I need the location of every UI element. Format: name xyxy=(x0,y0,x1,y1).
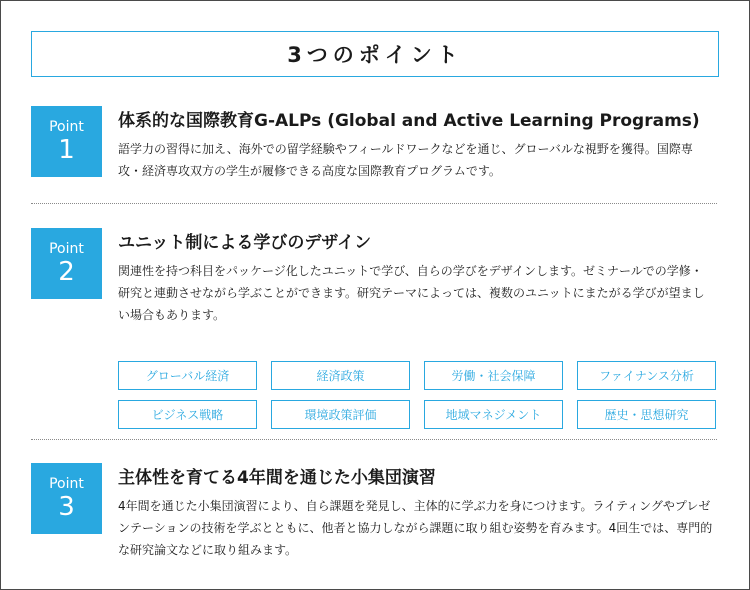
unit-tag: 歴史・思想研究 xyxy=(577,400,716,429)
point-3-heading: 主体性を育てる4年間を通じた小集団演習 xyxy=(118,468,436,488)
unit-tag: 環境政策評価 xyxy=(271,400,410,429)
point-3-body: 4年間を通じた小集団演習により、自ら課題を発見し、主体的に学ぶ力を身につけます。ライティングやプレゼンテーションの技術を学ぶとともに、他者と協力しながら課題に取り組む姿勢を育みます。4回生では、専門的な研究論文などに取り組みます。 xyxy=(118,499,713,557)
point-3-badge-number: 3 xyxy=(58,491,75,522)
point-2-body: 関連性を持つ科目をパッケージ化したユニットで学び、自らの学びをデザインします。ゼミナールでの学修・研究と連動させながら学ぶことができます。研究テーマによっては、複数のユニットにまたがる学びが望ましい場合もあります。 xyxy=(118,264,705,322)
point-1-body: 語学力の習得に加え、海外での留学経験やフィールドワークなどを通じ、グローバルな視野を獲得。国際専攻・経済専攻双方の学生が履修できる高度な国際教育プログラムです。 xyxy=(118,142,693,178)
point-2-badge xyxy=(31,228,102,299)
unit-tag: ビジネス戦略 xyxy=(118,400,257,429)
page-title: 3つのポイント xyxy=(287,43,463,67)
point-2-badge-number: 2 xyxy=(58,256,75,287)
point-1-badge-label: Point xyxy=(49,118,84,135)
point-1-badge xyxy=(31,106,102,177)
unit-tag: ファイナンス分析 xyxy=(577,361,716,390)
unit-tag: グローバル経済 xyxy=(118,361,257,390)
point-2-badge-label: Point xyxy=(49,240,84,257)
unit-tag: 労働・社会保障 xyxy=(424,361,563,390)
point-3-badge xyxy=(31,463,102,534)
point-2-heading: ユニット制による学びのデザイン xyxy=(118,233,372,253)
unit-tag-grid xyxy=(118,361,718,429)
unit-tag: 経済政策 xyxy=(271,361,410,390)
point-1-badge-number: 1 xyxy=(58,134,75,165)
section-divider-1 xyxy=(31,203,717,204)
section-divider-2 xyxy=(31,439,717,440)
title-box xyxy=(31,31,719,77)
unit-tag: 地域マネジメント xyxy=(424,400,563,429)
point-1-heading: 体系的な国際教育G-ALPs (Global and Active Learning Programs) xyxy=(118,111,700,131)
point-3-badge-label: Point xyxy=(49,475,84,492)
